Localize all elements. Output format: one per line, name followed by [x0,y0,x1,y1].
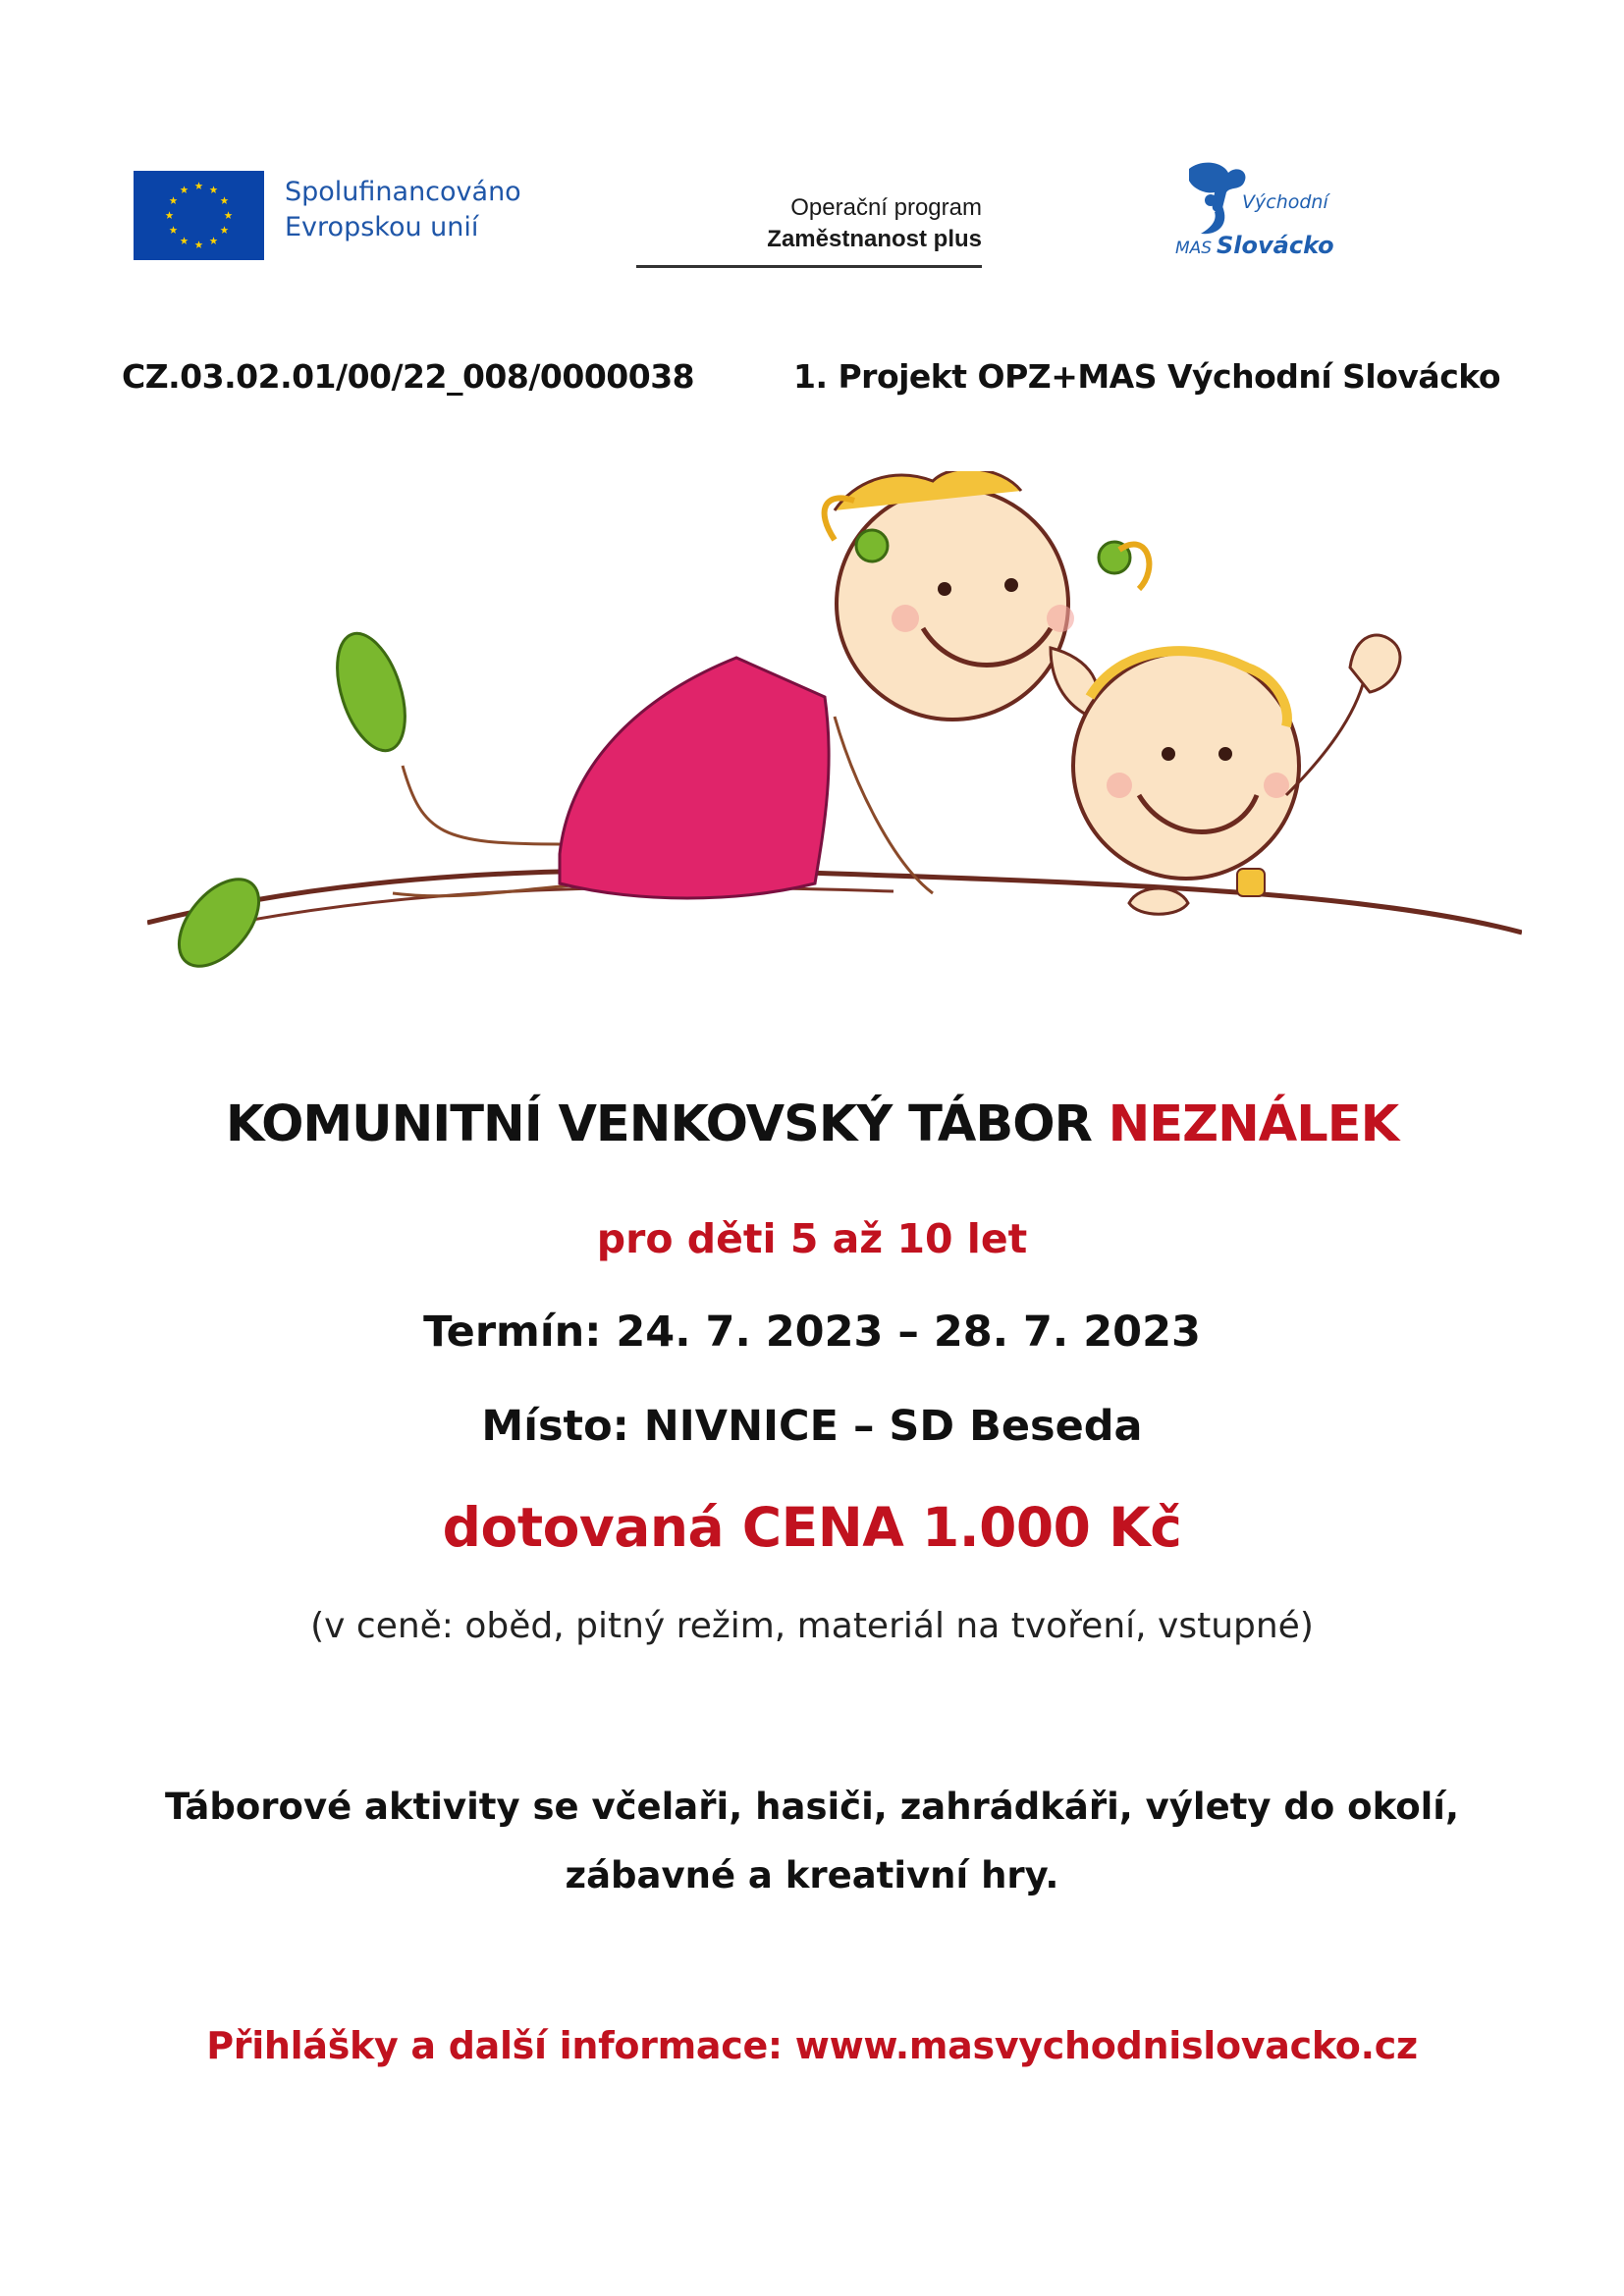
camp-price: dotovaná CENA 1.000 Kč [442,1496,1182,1559]
eu-cofinanced-label [285,175,521,245]
price-included: (v ceně: oběd, pitný režim, materiál na tvoření, vstupné) [310,1606,1314,1646]
eu-label-line2: Evropskou unií [285,212,479,242]
activities-line1: Táborové aktivity se včelaři, hasiči, zahrádkáři, výlety do okolí, [164,1786,1460,1828]
camp-place: Místo: NIVNICE – SD Beseda [481,1402,1143,1451]
eu-flag-icon [134,171,264,260]
mas-word-main: Slovácko [1217,232,1334,259]
activities-line2: zábavné a kreativní hry. [565,1854,1059,1896]
camp-headline [0,1095,1624,1153]
mas-logo-icon [1171,157,1348,275]
mas-word-top: Východní [1242,191,1328,213]
opz-logo [636,192,982,255]
opz-underline [636,265,982,268]
project-code: CZ.03.02.01/00/22_008/0000038 [122,357,695,396]
children-illustration-icon [147,471,1522,972]
camp-date: Termín: 24. 7. 2023 – 28. 7. 2023 [423,1308,1201,1357]
opz-label-line2: Zaměstnanost plus [767,226,982,252]
contact-info[interactable]: Přihlášky a další informace: www.masvychodnislovacko.cz [206,2024,1418,2067]
eu-label-line1: Spolufinancováno [285,177,521,207]
headline-main: KOMUNITNÍ VENKOVSKÝ TÁBOR [225,1095,1109,1153]
two-children-cartoon-illustration [147,471,1522,972]
headline-accent: NEZNÁLEK [1108,1095,1399,1153]
project-line [0,357,1624,406]
age-range: pro děti 5 až 10 let [596,1215,1028,1262]
eu-stars-icon [134,171,264,260]
opz-label-line1: Operační program [790,194,982,221]
mas-word-mas: MAS [1175,239,1213,258]
camp-activities [0,1773,1624,1910]
mas-vychodni-slovacko-logo [1171,157,1348,275]
logo-header [0,0,1624,294]
project-name: 1. Projekt OPZ+MAS Východní Slovácko [793,357,1500,396]
